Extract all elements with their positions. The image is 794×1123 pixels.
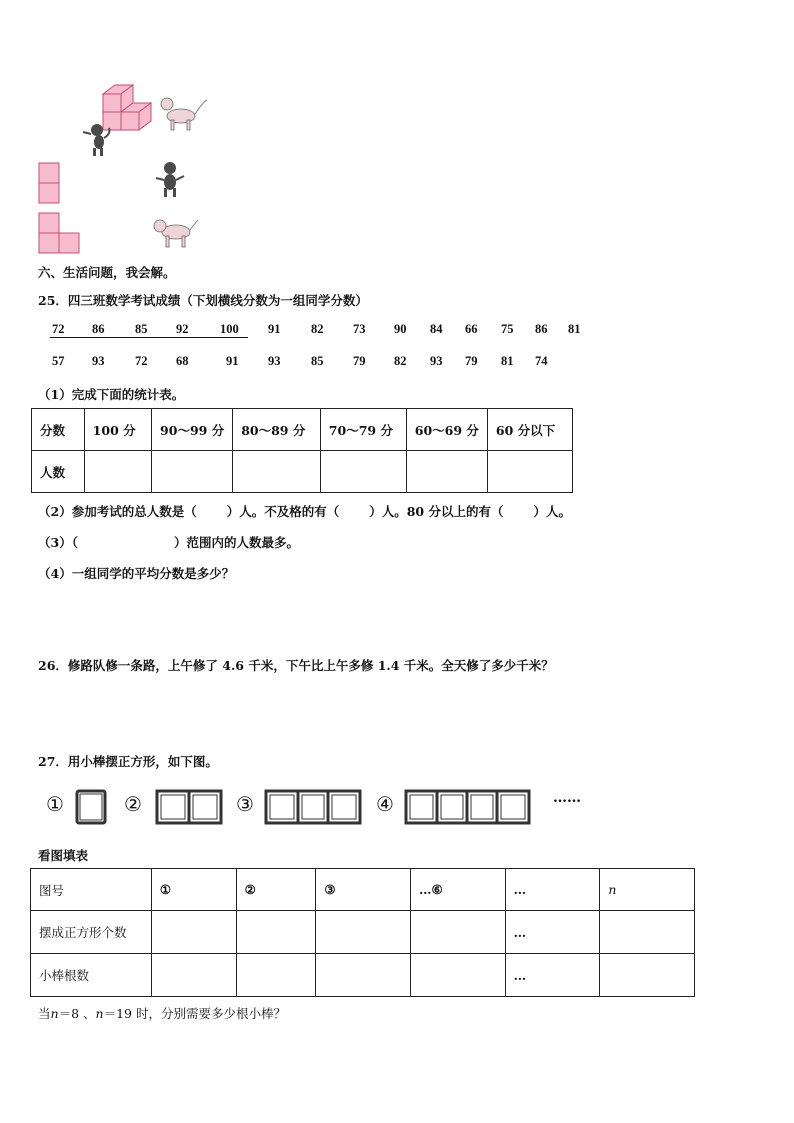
answer-cell[interactable]: [410, 911, 505, 954]
score: 91: [226, 354, 239, 368]
answer-cell[interactable]: [233, 451, 321, 493]
score: 66: [465, 322, 478, 336]
score: 75: [501, 322, 514, 336]
ellipsis-cell: …: [505, 911, 600, 954]
q27-followup: [38, 1004, 286, 1022]
figure-number-label: 图号: [31, 869, 152, 911]
score-stats-table: [31, 408, 573, 493]
q25-sub2: [38, 502, 571, 520]
count-label: 人数: [32, 451, 85, 493]
q25-sub2-text: ）人。80 分以上的有（: [369, 504, 504, 519]
answer-cell[interactable]: [236, 911, 316, 954]
front-view-two-stack: [38, 162, 62, 206]
score: 81: [568, 322, 581, 336]
header-label: 分数: [32, 409, 85, 451]
figure-3-squares: [263, 788, 363, 826]
answer-cell[interactable]: [487, 451, 572, 493]
score: 68: [176, 354, 189, 368]
score: 82: [311, 322, 324, 336]
answer-cell[interactable]: [151, 911, 236, 954]
dog-icon: [161, 98, 207, 130]
figure-col-ellipsis: …: [505, 869, 600, 911]
answer-cell[interactable]: [316, 911, 411, 954]
monkey-view-icon: [152, 160, 188, 200]
dog-view-icon: [150, 216, 200, 252]
q26-text: 26．修路队修一条路，上午修了 4.6 千米，下午比上午多修 1.4 千米。全天修了多少千米？: [38, 658, 554, 673]
square-count-label: 摆成正方形个数: [31, 911, 152, 954]
answer-cell[interactable]: [410, 954, 505, 997]
figure-col-n: n: [600, 869, 695, 911]
score: 92: [176, 322, 189, 336]
q25-sub2-text: ）人。: [533, 504, 571, 519]
figure-col-6: …⑥: [410, 869, 505, 911]
range-100: 100 分: [84, 409, 151, 451]
range-80-89: 80～89 分: [233, 409, 321, 451]
figure-ellipsis: ……: [553, 790, 581, 806]
score: 91: [268, 322, 281, 336]
figure-label: ③: [236, 792, 254, 816]
variable-n: n: [50, 1006, 59, 1021]
section-six-title: 六、生活问题，我会解。: [38, 265, 176, 280]
q27-text: 27．用小棒摆正方形，如下图。: [38, 754, 218, 769]
answer-cell[interactable]: [316, 954, 411, 997]
q25-title: 25．四三班数学考试成绩（下划横线分数为一组同学分数）: [38, 293, 368, 308]
figure-label: ①: [46, 792, 64, 816]
score: 72: [135, 354, 148, 368]
score: 100: [220, 322, 239, 336]
ellipsis-cell: …: [505, 954, 600, 997]
range-below-60: 60 分以下: [487, 409, 572, 451]
score: 85: [135, 322, 148, 336]
figure-col-3: ③: [316, 869, 411, 911]
q25-sub4: （4）一组同学的平均分数是多少？: [38, 566, 235, 581]
q25-sub2-text: （2）参加考试的总人数是（: [38, 504, 197, 519]
range-70-79: 70～79 分: [320, 409, 406, 451]
score: 73: [353, 322, 366, 336]
score: 81: [501, 354, 514, 368]
group-underline: [50, 337, 248, 338]
score: 72: [52, 322, 65, 336]
cube-arrangement-illustration: [75, 82, 215, 162]
stick-count-table: [30, 868, 695, 997]
answer-cell[interactable]: [600, 954, 695, 997]
answer-cell[interactable]: [600, 911, 695, 954]
answer-cell[interactable]: [406, 451, 487, 493]
side-view-l-shape: [38, 212, 84, 256]
q27-table-title: 看图填表: [38, 848, 89, 863]
figure-col-2: ②: [236, 869, 316, 911]
score: 79: [353, 354, 366, 368]
range-60-69: 60～69 分: [406, 409, 487, 451]
followup-text: ＝19 时，分别需要多少根小棒？: [103, 1006, 286, 1021]
followup-text: ＝8 、: [58, 1006, 96, 1021]
q25-sub3: [38, 533, 299, 551]
answer-cell[interactable]: [152, 451, 233, 493]
range-90-99: 90～99 分: [152, 409, 233, 451]
score: 86: [535, 322, 548, 336]
followup-text: 当: [38, 1006, 51, 1021]
score: 90: [394, 322, 407, 336]
stick-count-label: 小棒根数: [31, 954, 152, 997]
figure-4-squares: [403, 788, 533, 826]
score: 86: [92, 322, 105, 336]
figure-col-1: ①: [151, 869, 236, 911]
answer-cell[interactable]: [320, 451, 406, 493]
score: 85: [311, 354, 324, 368]
q25-sub2-text: ）人。不及格的有（: [226, 504, 340, 519]
q25-sub3-text: （3）（: [38, 535, 78, 550]
score: 93: [430, 354, 443, 368]
answer-cell[interactable]: [84, 451, 151, 493]
score: 74: [535, 354, 548, 368]
score: 93: [268, 354, 281, 368]
figure-label: ④: [376, 792, 394, 816]
figure-2-squares: [154, 788, 224, 826]
score: 82: [394, 354, 407, 368]
score: 84: [430, 322, 443, 336]
variable-n: n: [95, 1006, 104, 1021]
figure-label: ②: [124, 792, 142, 816]
score: 57: [52, 354, 65, 368]
answer-cell[interactable]: [236, 954, 316, 997]
q25-sub3-text: ）范围内的人数最多。: [173, 535, 299, 550]
q25-sub1: （1）完成下面的统计表。: [38, 387, 185, 402]
score: 93: [92, 354, 105, 368]
answer-cell[interactable]: [151, 954, 236, 997]
figure-1-squares: [74, 788, 108, 826]
score: 79: [465, 354, 478, 368]
